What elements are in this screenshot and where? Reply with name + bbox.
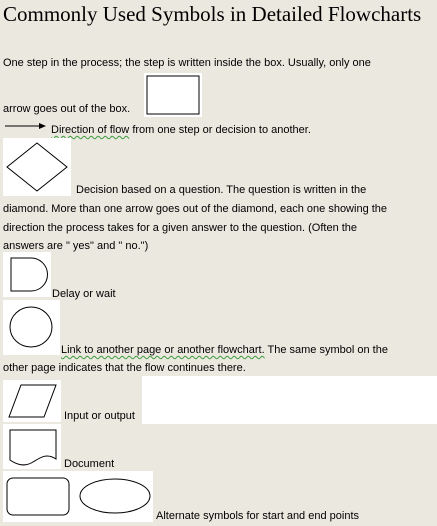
parallelogram-icon (3, 380, 61, 422)
io-symbol (3, 380, 61, 422)
connector-symbol (3, 300, 60, 355)
process-description-line1: One step in the process; the step is written inside the box. Usually, only one (3, 57, 371, 69)
arrow-right-icon (3, 119, 48, 133)
white-band (142, 376, 437, 424)
page-title: Commonly Used Symbols in Detailed Flowcharts (3, 2, 422, 26)
decision-description-line4: answers are " yes" and " no.") (3, 240, 149, 252)
link-text: Link to another page or another flowchart. (61, 344, 265, 356)
decision-description-line1: Decision based on a question. The question is written in the (76, 184, 367, 196)
flow-link-text: Direction of flow (51, 124, 130, 136)
document-shape-icon (3, 424, 61, 469)
flow-arrow-symbol (3, 119, 48, 133)
link-description-line2: other page indicates that the flow continues there. (3, 362, 246, 374)
terminal-shapes-icon (3, 471, 153, 522)
document-description: Document (64, 458, 115, 470)
circle-connector-icon (3, 300, 60, 355)
process-description-line2: arrow goes out of the box. (3, 103, 131, 115)
terminal-description: Alternate symbols for start and end points (156, 510, 359, 522)
link-description-line1: Link to another page or another flowchart. The same symbol on the (61, 344, 388, 356)
diamond-icon (3, 138, 71, 196)
decision-description-line2: diamond. More than one arrow goes out of the diamond, each one showing the (3, 203, 388, 215)
decision-description-line3: direction the process takes for a given answer to the question. (Often the (3, 222, 358, 234)
decision-symbol (3, 138, 71, 196)
document-symbol (3, 424, 61, 469)
flow-description: Direction of flow from one step or decision to another. (51, 124, 311, 136)
terminal-symbols (3, 471, 153, 522)
process-symbol (144, 73, 202, 117)
delay-symbol (3, 252, 51, 297)
io-description: Input or output (64, 410, 135, 422)
delay-description: Delay or wait (52, 288, 116, 300)
delay-shape-icon (3, 252, 51, 297)
process-rectangle-icon (144, 73, 202, 117)
